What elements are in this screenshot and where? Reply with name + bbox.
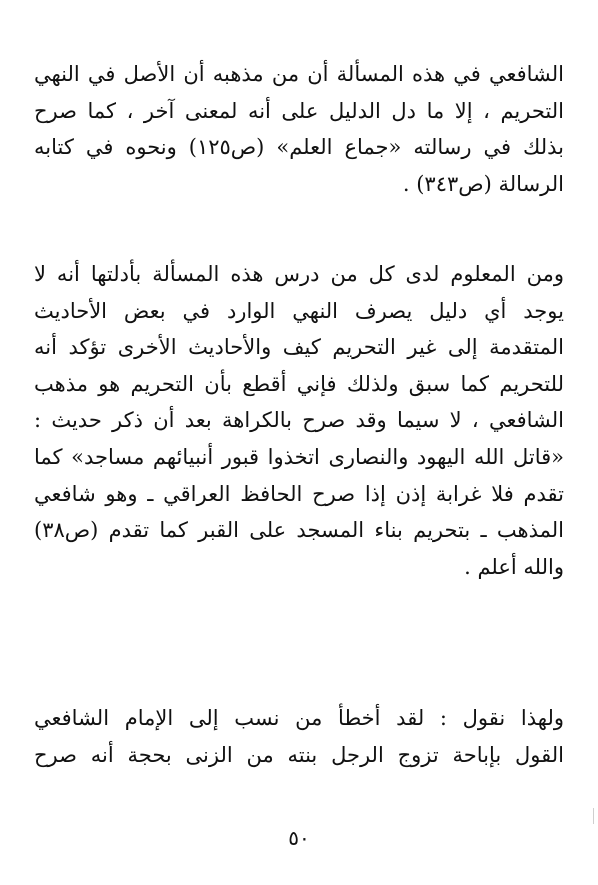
paragraph-2-line-8: المذهب ـ بتحريم بناء المسجد على القبر كما تقدم (ص٣٨) [34,518,564,543]
page-number: ٥٠ [288,826,310,850]
paragraph-3-line-2: القول بإباحة تزوج الرجل بنته من الزنى بحجة أنه صرح [34,742,564,767]
paragraph-1-line-2: التحريم ، إلا ما دل الدليل على أنه لمعنى آخر ، كما صرح [34,98,564,123]
margin-divider [593,808,594,824]
paragraph-2-line-4: للتحريم كما سبق ولذلك فإني أقطع بأن التحريم هو مذهب [34,371,564,396]
paragraph-2-line-9: والله أعلم . [464,554,564,579]
paragraph-2-line-7: تقدم فلا غرابة إذن إذا صرح الحافظ العراقي ـ وهو شافعي [34,481,564,506]
paragraph-1 [34,56,564,202]
paragraph-1-line-1: الشافعي في هذه المسألة أن من مذهبه أن الأصل في النهي [34,62,564,86]
paragraph-2 [34,256,564,696]
paragraph-3-line-1: ولهذا نقول : لقد أخطأ من نسب إلى الإمام الشافعي [34,706,564,730]
paragraph-1-line-3: بذلك في رسالته «جماع العلم» (ص١٢٥) ونحوه في كتابه [34,135,564,160]
paragraph-1-line-4: الرسالة (ص٣٤٣) . [402,171,564,196]
paragraph-2-line-2: يوجد أي دليل يصرف النهي الوارد في بعض الأحاديث [34,298,564,323]
paragraph-2-line-1: ومن المعلوم لدى كل من درس هذه المسألة بأدلتها أنه لا [34,262,564,286]
paragraph-2-line-3: المتقدمة إلى غير التحريم كيف والأحاديث الأخرى تؤكد أنه [34,335,564,360]
paragraph-3 [34,700,564,790]
paragraph-2-line-6: «قاتل الله اليهود والنصارى اتخذوا قبور أنبيائهم مساجد» كما [34,444,564,469]
paragraph-2-line-5: الشافعي ، لا سيما وقد صرح بالكراهة بعد أن ذكر حديث : [34,408,564,433]
